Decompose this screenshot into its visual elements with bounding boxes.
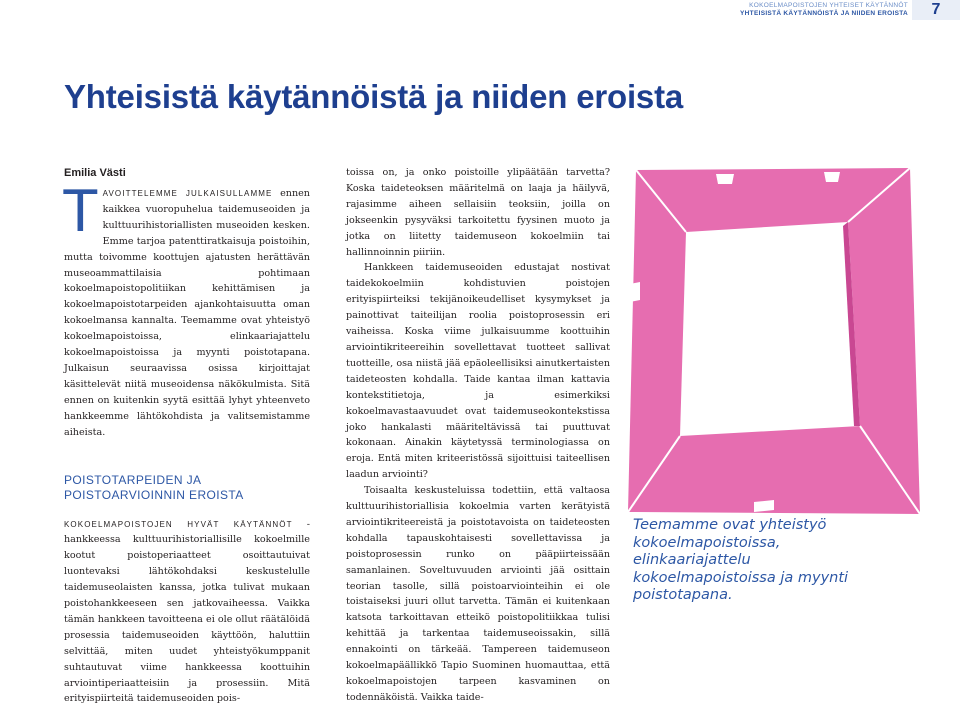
frame-tab-bottom: [754, 500, 774, 512]
running-header-line2: YHTEISISTÄ KÄYTÄNNÖISTÄ JA NIIDEN EROISTA: [740, 10, 908, 18]
col2-paragraph-2: Hankkeen taidemuseoiden edustajat nostivat taidekokoelmiin kohdistuvien poistojen erityispiirteiksi tekijänoikeudelliset kysymykset ja painottivat taiteilijan roolia poistoprosessin eri vaiheissa. Koska viime julkaisuumme koottuihin arviointikriteereihin sovellettavat tuotteet sallivat tuotteille, osa niistä jää epäoleellisiksi ainutkertaisten taideteosten kohdalla. Taide kantaa ilman kattavia kontekstitietoja, ja esimerkiksi kokoelmavastaavuudet ovat taidemuseokontekstissa joko hankalasti määriteltävissä tai puuttuvat kokonaan. Ainakin käytetyssä terminologiassa on eroja. Entä miten kriteeristössä sijoittuisi taiteellisen laadun arviointi?: [346, 260, 610, 483]
section-text: -hankkeessa kulttuurihistoriallisille kokoelmille kootut poistoperiaatteet osoittautuivat luontevaksi lähtökohdaksi keskustelulle taidemuseolaisten kanssa, jotka tulivat mukaan poistohankkeeseen sen jatkovaiheessa. Vaikka tämän hankkeen tavoitteena ei ole ollut räätälöidä prosessia taidemuseoiden käyttöön, haluttiin selvittää, miten uudet yhteistyökumppanit suhtautuvat viime hankkeessa koottuihin arviointiperiaatteisiin ja prosessiin. Mitä erityispiirteitä taidemuseoiden pois-: [64, 519, 310, 705]
frame-tab-top-left: [716, 174, 734, 184]
section-heading-line1: POISTOTARPEIDEN JA: [64, 473, 310, 488]
lead-paragraph: [64, 186, 310, 441]
page-number: 7: [912, 0, 960, 20]
section-heading-line2: POISTOARVIOINNIN EROISTA: [64, 488, 310, 503]
running-header: [0, 0, 960, 22]
frame-inner: [680, 222, 860, 436]
lead-smallcaps: AVOITTELEMME JULKAISULLAMME: [103, 189, 273, 198]
frame-tab-top-right: [824, 172, 840, 182]
section-heading: [64, 473, 310, 503]
text-column-left: [64, 186, 310, 707]
running-header-line1: KOKOELMAPOISTOJEN YHTEISET KÄYTÄNNÖT: [749, 2, 908, 10]
drop-cap: T: [62, 188, 99, 234]
pull-quote: Teemamme ovat yhteistyö kokoelmapoistoissa, elinkaariajattelu kokoelmapoistoissa ja myynti poistotapana.: [633, 517, 863, 605]
section-paragraph: [64, 517, 310, 707]
text-column-middle: [346, 165, 610, 706]
col2-paragraph-1: toissa on, ja onko poistoille ylipäätään tarvetta? Koska taideteoksen määritelmä on laaja ja häilyvä, rajasimme aiheen sellaisiin teoksiin, joilla on jokseenkin pysyväksi tarkoitettu fyysinen muoto ja jotka on liitetty taidemuseon kokoelmiin tai hallinnoinnin piiriin.: [346, 165, 610, 260]
lead-text: ennen kaikkea vuoropuhelua taidemuseoiden ja kulttuurihistoriallisten museoiden kesken. Emme tarjoa patenttiratkaisuja poistoihin, mutta toivomme koottujen ajatusten herättävän museoammattilaisia pohtimaan kokoelmapoistopolitiikan kehittämisen ja kokoelmapoistotarpeiden ajankohtaisuutta oman kokoelmansa kannalta. Teemamme ovat yhteistyö kokoelmapoistoissa, elinkaariajattelu kokoelmapoistoissa ja myynti poistotapana. Julkaisun seuraavissa osissa kirjoittajat käsittelevät niitä museoidensa näkökulmista. Sitä ennen on kuitenkin syytä esittää lyhyt yhteenveto hankkeemme lähtökohdista ja valitsemistamme aiheista.: [64, 188, 310, 438]
author-name: Emilia Västi: [64, 167, 126, 179]
section-smallcaps: KOKOELMAPOISTOJEN HYVÄT KÄYTÄNNÖT: [64, 520, 293, 529]
article-title: Yhteisistä käytännöistä ja niiden eroista: [64, 78, 683, 116]
col2-paragraph-3: Toisaalta keskusteluissa todettiin, että valtaosa kulttuurihistoriallisia kokoelmia varten kerätyistä arviointikriteereistä ja poistotavoista on taideteosten kohdalla tapauskohtaisesti sovellettavissa ja poistoprosessin runko on pääpiirteissään samanlainen. Soveltuvuuden arviointi jää osittain teorian tasolle, sillä poistoarviointeihin ei ole toistaiseksi juuri ollut tarvetta. Tämän ei kuitenkaan katsota tarkoittavan etteikö poistopolitiikkaa tulisi kehittää ja tarkentaa taidemuseoissakin, sillä ennakointi on tärkeää. Tampereen taidemuseon kokoelmapäällikkö Tapio Suominen huomauttaa, että kokoelmapoistojen tarpeen kasvaminen on todennäköistä. Vaikka taide-: [346, 483, 610, 706]
pink-picture-frame-icon: [624, 164, 924, 520]
frame-tab-left: [630, 282, 640, 302]
